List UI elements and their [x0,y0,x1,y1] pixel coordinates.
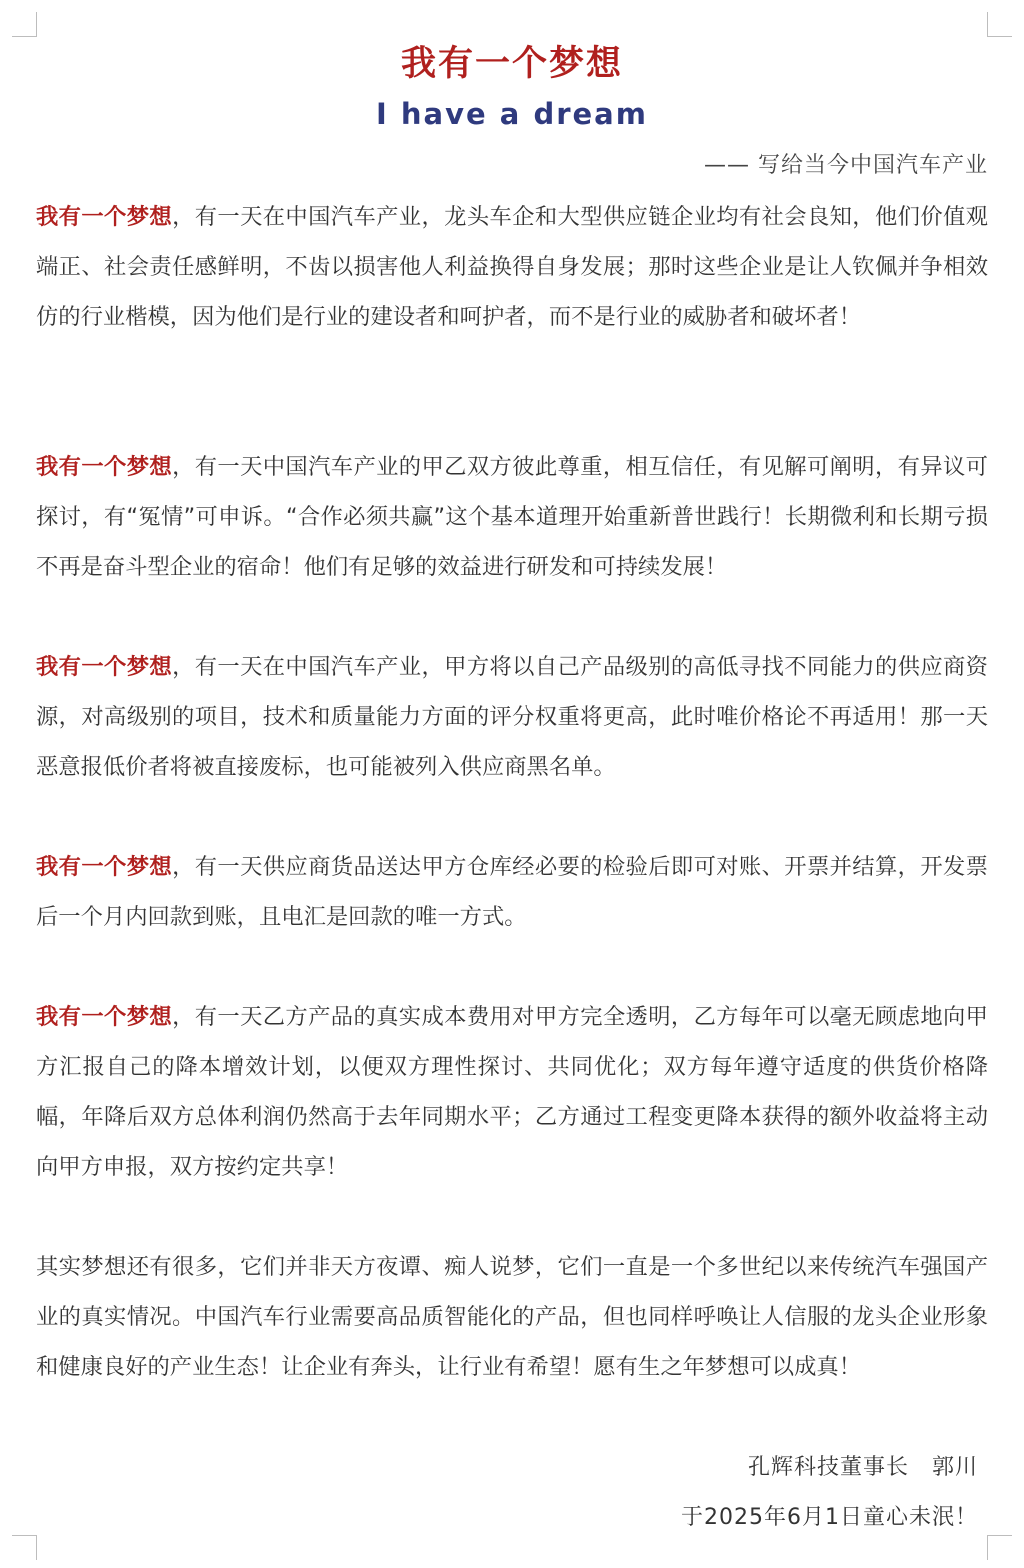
dedication-line: —— 写给当今中国汽车产业 [704,153,988,178]
paragraph-lead: 我有一个梦想 [36,654,173,680]
dream-paragraph-2 [36,442,988,592]
dream-paragraph-1 [36,192,988,342]
corner-mark-bottom-left [12,1535,37,1560]
paragraph-lead: 我有一个梦想 [36,454,173,480]
signature-name: 孔辉科技董事长 郭川 [747,1455,978,1480]
page-subtitle: I have a dream [376,97,648,131]
paragraph-text: ，有一天供应商货品送达甲方仓库经必要的检验后即可对账、开票并结算，开发票后一个月内回款到账，且电汇是回款的唯一方式。 [36,854,988,930]
paragraph-text: ，有一天乙方产品的真实成本费用对甲方完全透明，乙方每年可以毫无顾虑地向甲方汇报自己的降本增效计划，以便双方理性探讨、共同优化；双方每年遵守适度的供货价格降幅，年降后双方总体利润仍然高于去年同期水平；乙方通过工程变更降本获得的额外收益将主动向甲方申报，双方按约定共享！ [36,1004,988,1180]
paragraph-lead: 我有一个梦想 [36,204,173,230]
corner-mark-bottom-right [987,1535,1012,1560]
corner-mark-top-right [987,12,1012,37]
paragraph-text: ，有一天中国汽车产业的甲乙双方彼此尊重，相互信任，有见解可阐明，有异议可探讨，有“冤情”可申诉。“合作必须共赢”这个基本道理开始重新普世践行！长期微利和长期亏损不再是奋斗型企业的宿命！他们有足够的效益进行研发和可持续发展！ [36,454,988,580]
dream-paragraph-4 [36,842,988,942]
page-title: 我有一个梦想 [400,44,623,84]
corner-mark-top-left [12,12,37,37]
dream-paragraph-5 [36,992,988,1192]
paragraph-lead: 我有一个梦想 [36,1004,173,1030]
paragraph-text: ，有一天在中国汽车产业，甲方将以自己产品级别的高低寻找不同能力的供应商资源，对高级别的项目，技术和质量能力方面的评分权重将更高，此时唯价格论不再适用！那一天恶意报低价者将被直接废标，也可能被列入供应商黑名单。 [36,654,988,780]
dream-paragraph-3 [36,642,988,792]
signature-date: 于2025年6月1日童心未泯！ [681,1505,978,1530]
paragraph-text: 其实梦想还有很多，它们并非天方夜谭、痴人说梦，它们一直是一个多世纪以来传统汽车强国产业的真实情况。中国汽车行业需要高品质智能化的产品，但也同样呼唤让人信服的龙头企业形象和健康良好的产业生态！让企业有奔头，让行业有希望！愿有生之年梦想可以成真！ [36,1254,988,1380]
paragraph-text: ，有一天在中国汽车产业，龙头车企和大型供应链企业均有社会良知，他们价值观端正、社会责任感鲜明，不齿以损害他人利益换得自身发展；那时这些企业是让人钦佩并争相效仿的行业楷模，因为他们是行业的建设者和呵护者，而不是行业的威胁者和破坏者！ [36,204,988,330]
paragraph-lead: 我有一个梦想 [36,854,173,880]
closing-paragraph [36,1242,988,1392]
